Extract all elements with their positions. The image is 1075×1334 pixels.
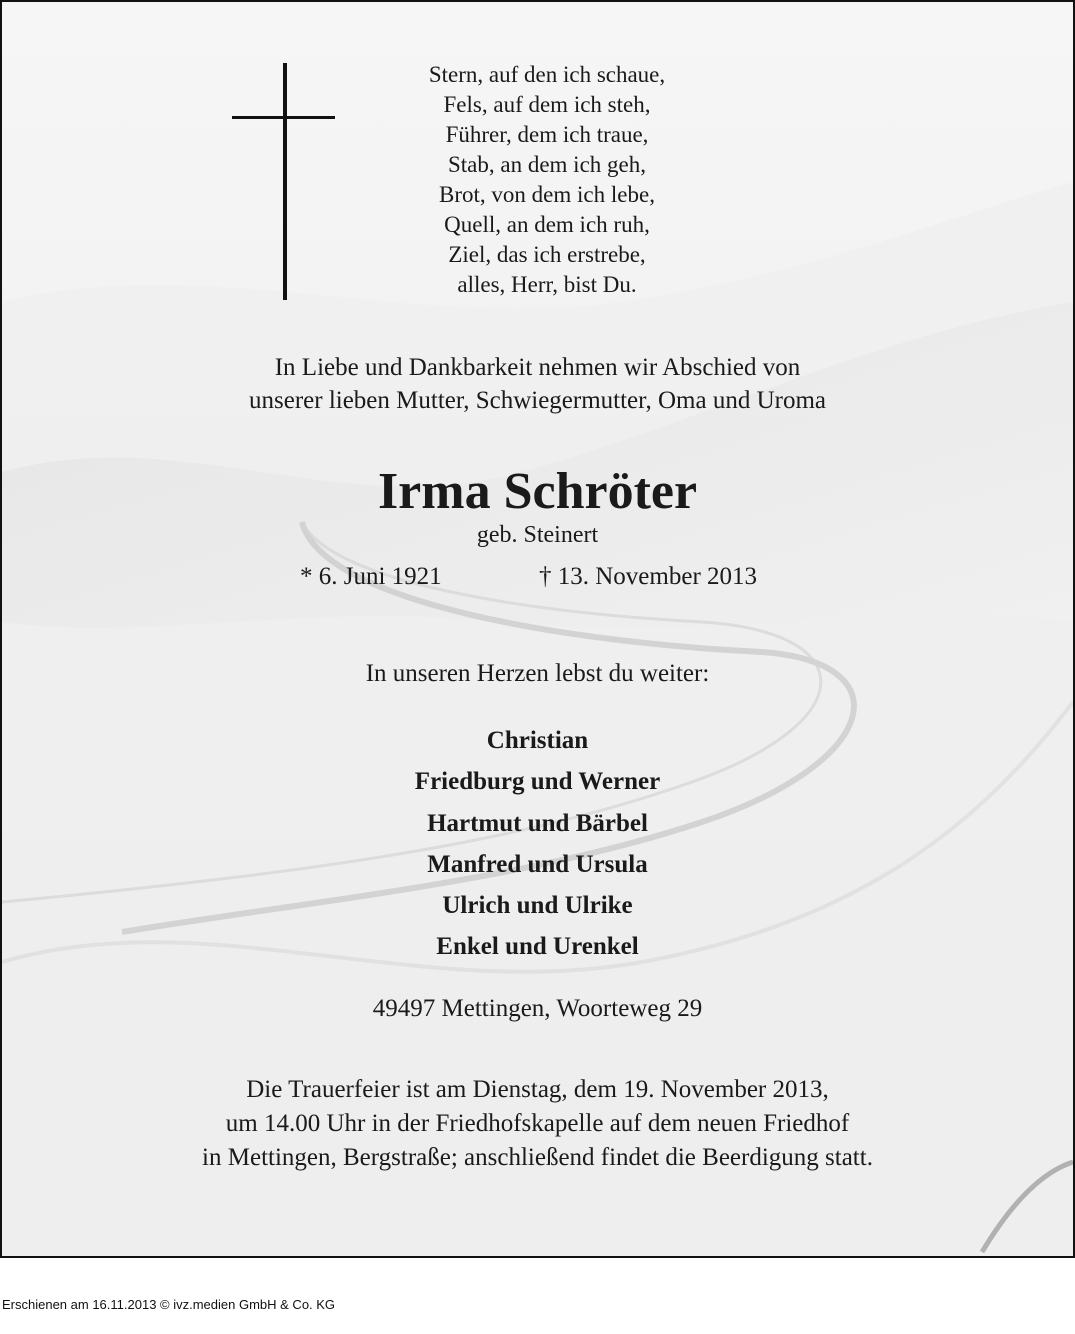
farewell-intro: [2, 351, 1073, 417]
mourners-list: [2, 720, 1073, 968]
remembrance-line: In unseren Herzen lebst du weiter:: [365, 660, 710, 687]
poem-line: Führer, dem ich traue,: [445, 122, 649, 147]
cross-vertical-bar: [283, 63, 287, 300]
family-address: 49497 Mettingen, Woorteweg 29: [372, 995, 703, 1022]
poem-line: Stab, an dem ich geh,: [447, 152, 646, 177]
mourner-name: Enkel und Urenkel: [436, 933, 639, 961]
poem-line: alles, Herr, bist Du.: [457, 272, 637, 297]
intro-line: unserer lieben Mutter, Schwiegermutter, Oma und Uroma: [249, 387, 826, 414]
poem-line: Fels, auf dem ich steh,: [443, 92, 651, 117]
poem-line: Quell, an dem ich ruh,: [444, 212, 650, 237]
deceased-name: Irma Schröter: [377, 463, 698, 520]
mourner-name: Friedburg und Werner: [414, 768, 661, 796]
maiden-name: geb. Steinert: [476, 522, 599, 548]
birth-date: * 6. Juni 1921: [300, 563, 442, 590]
mourner-name: Christian: [486, 727, 589, 754]
intro-line: In Liebe und Dankbarkeit nehmen wir Abschied von: [274, 354, 801, 381]
service-line: in Mettingen, Bergstraße; anschließend findet die Beerdigung statt.: [202, 1144, 873, 1171]
publication-footer: Erschienen am 16.11.2013 © ivz.medien GmbH & Co. KG: [2, 1297, 336, 1312]
mourner-name: Hartmut und Bärbel: [427, 809, 648, 837]
mourner-name: Manfred und Ursula: [427, 850, 648, 878]
poem-line: Brot, von dem ich lebe,: [439, 182, 655, 207]
poem-line: Ziel, das ich erstrebe,: [448, 242, 646, 267]
death-date: † 13. November 2013: [539, 563, 758, 590]
poem-line: Stern, auf den ich schaue,: [428, 62, 666, 87]
mourner-name: Ulrich und Ulrike: [442, 892, 633, 920]
cross-horizontal-bar: [232, 116, 335, 119]
service-line: um 14.00 Uhr in der Friedhofskapelle auf dem neuen Friedhof: [225, 1110, 850, 1137]
poem: [372, 60, 722, 300]
service-line: Die Trauerfeier ist am Dienstag, dem 19. November 2013,: [246, 1076, 829, 1103]
funeral-service-info: [2, 1073, 1073, 1175]
